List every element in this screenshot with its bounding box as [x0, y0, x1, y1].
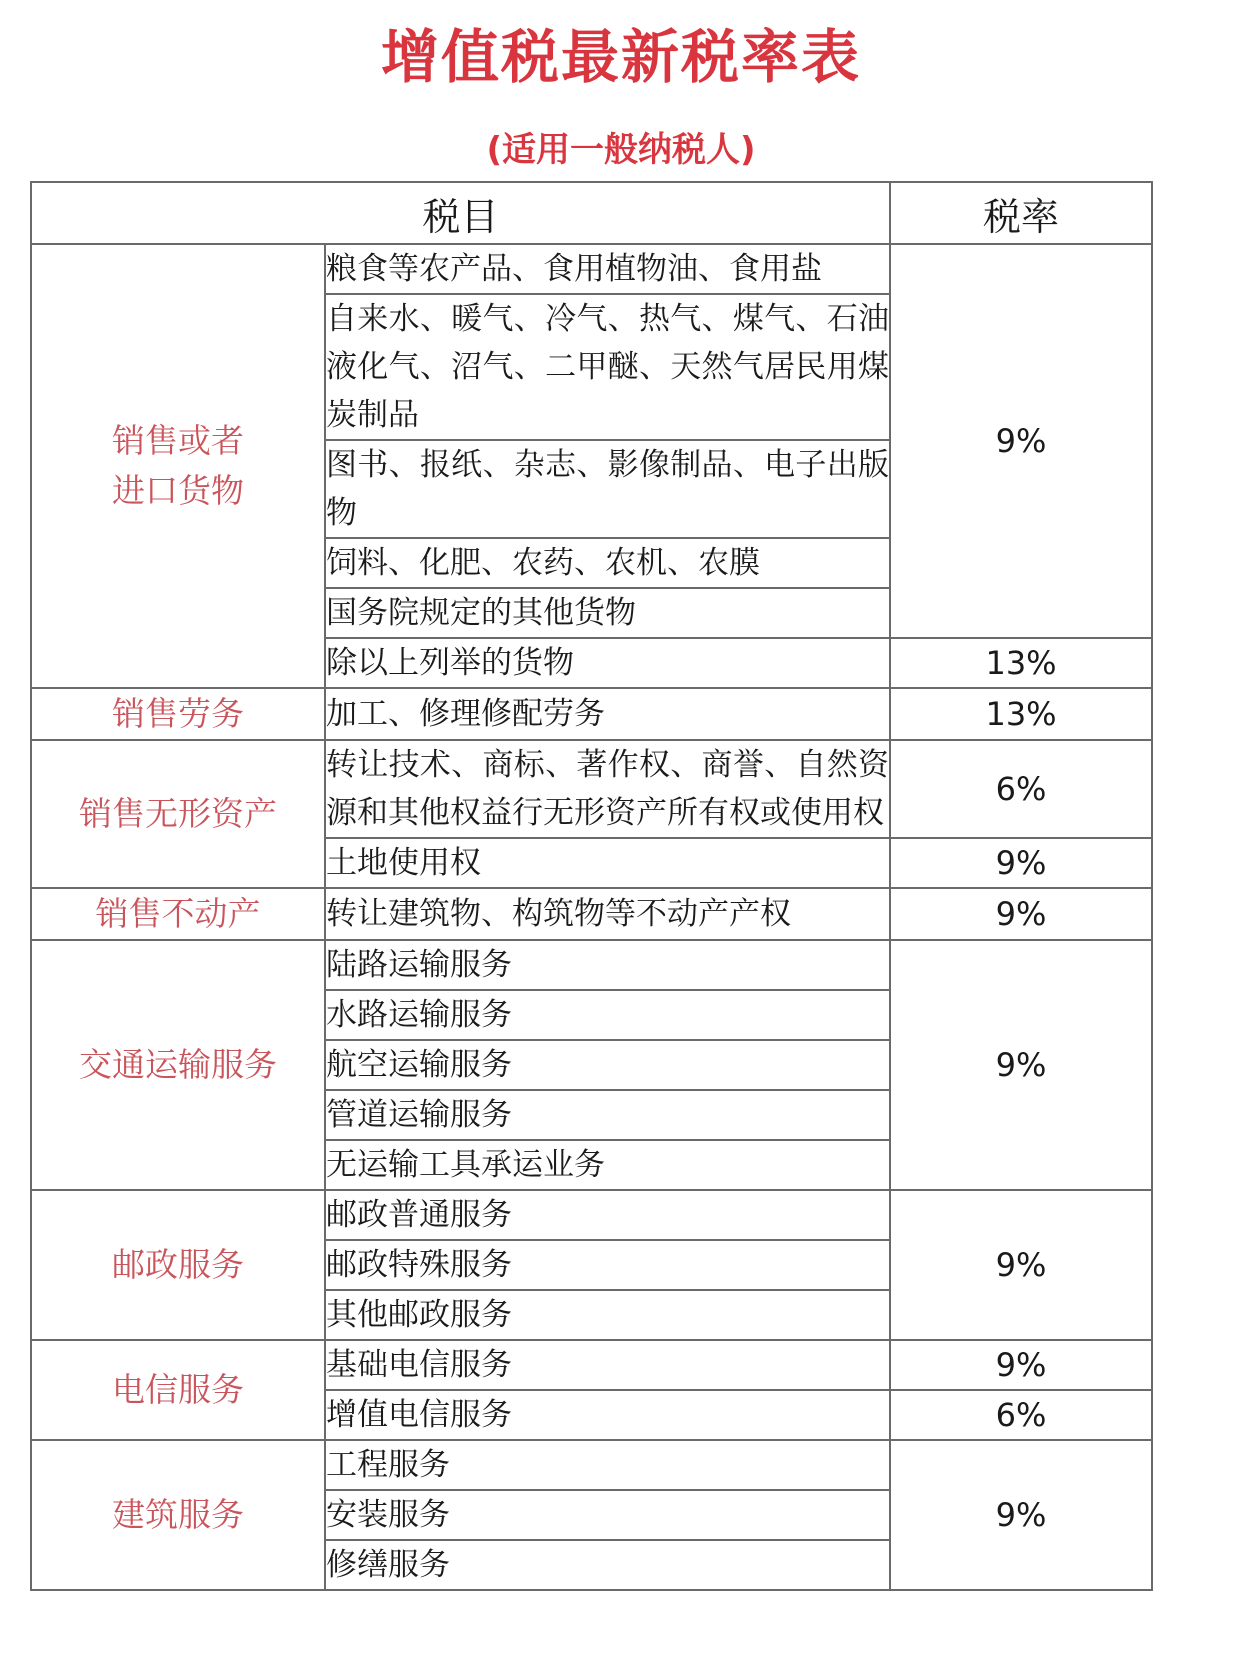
- category-goods: 销售或者 进口货物: [31, 244, 325, 688]
- table-row: [31, 888, 1152, 940]
- tax-rate: 13%: [890, 638, 1152, 688]
- category-intangible-assets: 销售无形资产: [31, 740, 325, 888]
- tax-item: 自来水、暖气、冷气、热气、煤气、石油液化气、沼气、二甲醚、天然气居民用煤炭制品: [325, 294, 890, 440]
- table-row: [31, 940, 1152, 990]
- table-row: [31, 688, 1152, 740]
- header-rate: 税率: [890, 182, 1152, 244]
- category-construction: 建筑服务: [31, 1440, 325, 1590]
- page-title: 增值税最新税率表: [380, 23, 861, 91]
- tax-rate: 9%: [890, 1440, 1152, 1590]
- category-telecom: 电信服务: [31, 1340, 325, 1440]
- tax-rate: 13%: [890, 688, 1152, 740]
- tax-item: 无运输工具承运业务: [325, 1140, 890, 1190]
- category-postal: 邮政服务: [31, 1190, 325, 1340]
- tax-rate-table: [30, 181, 1153, 1591]
- header-item: 税目: [31, 182, 890, 244]
- category-real-estate: 销售不动产: [31, 888, 325, 940]
- tax-item: 转让建筑物、构筑物等不动产产权: [325, 888, 890, 940]
- table-header-row: [31, 182, 1152, 244]
- tax-item: 除以上列举的货物: [325, 638, 890, 688]
- tax-item: 粮食等农产品、食用植物油、食用盐: [325, 244, 890, 294]
- table-row: [31, 1340, 1152, 1390]
- tax-item: 增值电信服务: [325, 1390, 890, 1440]
- tax-item: 其他邮政服务: [325, 1290, 890, 1340]
- tax-rate: 9%: [890, 1340, 1152, 1390]
- page-subtitle: (适用一般纳税人): [486, 130, 756, 170]
- tax-item: 基础电信服务: [325, 1340, 890, 1390]
- tax-item: 航空运输服务: [325, 1040, 890, 1090]
- tax-item: 管道运输服务: [325, 1090, 890, 1140]
- tax-item: 加工、修理修配劳务: [325, 688, 890, 740]
- tax-item: 图书、报纸、杂志、影像制品、电子出版物: [325, 440, 890, 538]
- tax-rate: 9%: [890, 888, 1152, 940]
- tax-rate: 6%: [890, 1390, 1152, 1440]
- tax-item: 水路运输服务: [325, 990, 890, 1040]
- tax-item: 邮政普通服务: [325, 1190, 890, 1240]
- tax-rate: 9%: [890, 838, 1152, 888]
- tax-item: 邮政特殊服务: [325, 1240, 890, 1290]
- tax-item: 工程服务: [325, 1440, 890, 1490]
- category-labor: 销售劳务: [31, 688, 325, 740]
- tax-item: 修缮服务: [325, 1540, 890, 1590]
- table-row: [31, 244, 1152, 294]
- table-row: [31, 740, 1152, 838]
- tax-item: 转让技术、商标、著作权、商誉、自然资源和其他权益行无形资产所有权或使用权: [325, 740, 890, 838]
- tax-item: 土地使用权: [325, 838, 890, 888]
- tax-rate: 6%: [890, 740, 1152, 838]
- tax-item: 陆路运输服务: [325, 940, 890, 990]
- tax-item: 安装服务: [325, 1490, 890, 1540]
- tax-item: 国务院规定的其他货物: [325, 588, 890, 638]
- table-row: [31, 1190, 1152, 1240]
- tax-rate: 9%: [890, 1190, 1152, 1340]
- category-transport: 交通运输服务: [31, 940, 325, 1190]
- tax-rate: 9%: [890, 940, 1152, 1190]
- tax-rate: 9%: [890, 244, 1152, 638]
- table-row: [31, 1440, 1152, 1490]
- tax-item: 饲料、化肥、农药、农机、农膜: [325, 538, 890, 588]
